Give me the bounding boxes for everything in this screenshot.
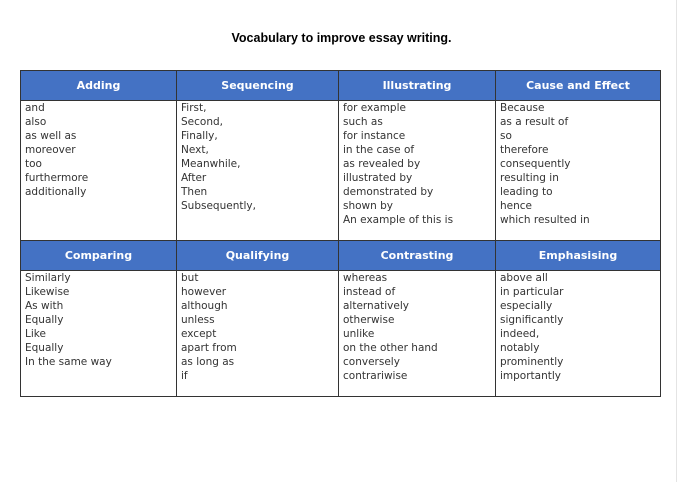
vocabulary-word: significantly [500,314,564,326]
vocabulary-word: In the same way [25,356,112,368]
vocabulary-word: As with [25,300,64,312]
vocabulary-word: Finally, [181,130,218,142]
vocabulary-word: as revealed by [343,158,421,170]
vocabulary-word: however [181,286,227,298]
column-heading: Contrasting [339,241,496,271]
vocabulary-word: but [181,272,199,284]
vocabulary-word: and [25,102,45,114]
vocabulary-word: After [181,172,207,184]
vocabulary-table [20,70,661,397]
vocabulary-word: demonstrated by [343,186,434,198]
vocabulary-word: unless [181,314,215,326]
vocabulary-word: for instance [343,130,406,142]
column-heading: Adding [21,71,177,101]
vocabulary-word: hence [500,200,533,212]
word-list-cell [21,271,177,397]
vocabulary-word: apart from [181,342,237,354]
vocabulary-word: above all [500,272,548,284]
vocabulary-word: also [25,116,47,128]
vocabulary-word: consequently [500,158,571,170]
vocabulary-word: Equally [25,314,64,326]
vocabulary-word: Second, [181,116,223,128]
word-list-cell [496,101,661,241]
vocabulary-word: as well as [25,130,77,142]
vocabulary-word: if [181,370,188,382]
column-heading: Sequencing [177,71,339,101]
vocabulary-word: resulting in [500,172,559,184]
vocabulary-word: importantly [500,370,562,382]
vocabulary-word: leading to [500,186,553,198]
vocabulary-word: moreover [25,144,76,156]
vocabulary-word: as a result of [500,116,569,128]
word-list-cell [339,101,496,241]
vocabulary-word: instead of [343,286,396,298]
vocabulary-word: especially [500,300,553,312]
vocabulary-word: Like [25,328,46,340]
vocabulary-word: otherwise [343,314,395,326]
vocabulary-word: An example of this is [343,214,454,226]
column-heading: Comparing [21,241,177,271]
column-heading: Emphasising [496,241,661,271]
column-heading: Illustrating [339,71,496,101]
vocabulary-word: indeed, [500,328,540,340]
vocabulary-word: Equally [25,342,64,354]
vocabulary-word: prominently [500,356,564,368]
word-list-cell [177,101,339,241]
vocabulary-word: in the case of [343,144,415,156]
vocabulary-word: Then [181,186,208,198]
vocabulary-word: Because [500,102,545,114]
vocabulary-word: contrariwise [343,370,408,382]
vocabulary-word: First, [181,102,207,114]
vocabulary-word: conversely [343,356,400,368]
vocabulary-word: which resulted in [500,214,590,226]
vocabulary-word: so [500,130,512,142]
vocabulary-word: illustrated by [343,172,413,184]
vocabulary-word: in particular [500,286,564,298]
word-list-cell [177,271,339,397]
vocabulary-word: Subsequently, [181,200,256,212]
vocabulary-word: too [25,158,42,170]
vocabulary-word: therefore [500,144,549,156]
column-heading: Qualifying [177,241,339,271]
vocabulary-word: additionally [25,186,87,198]
vocabulary-word: as long as [181,356,235,368]
vocabulary-word: whereas [343,272,388,284]
vocabulary-word: Meanwhile, [181,158,241,170]
vocabulary-word: shown by [343,200,394,212]
word-list-cell [339,271,496,397]
vocabulary-word: Similarly [25,272,71,284]
vocabulary-word: furthermore [25,172,89,184]
vocabulary-word: unlike [343,328,375,340]
page-edge [676,0,677,482]
word-list-cell [496,271,661,397]
word-list-cell [21,101,177,241]
vocabulary-word: such as [343,116,383,128]
column-heading: Cause and Effect [496,71,661,101]
vocabulary-word: except [181,328,217,340]
vocabulary-word: Likewise [25,286,70,298]
vocabulary-word: for example [343,102,406,114]
vocabulary-word: alternatively [343,300,409,312]
document-title: Vocabulary to improve essay writing. [231,31,452,45]
vocabulary-word: Next, [181,144,209,156]
vocabulary-word: on the other hand [343,342,438,354]
vocabulary-word: notably [500,342,540,354]
vocabulary-word: although [181,300,228,312]
